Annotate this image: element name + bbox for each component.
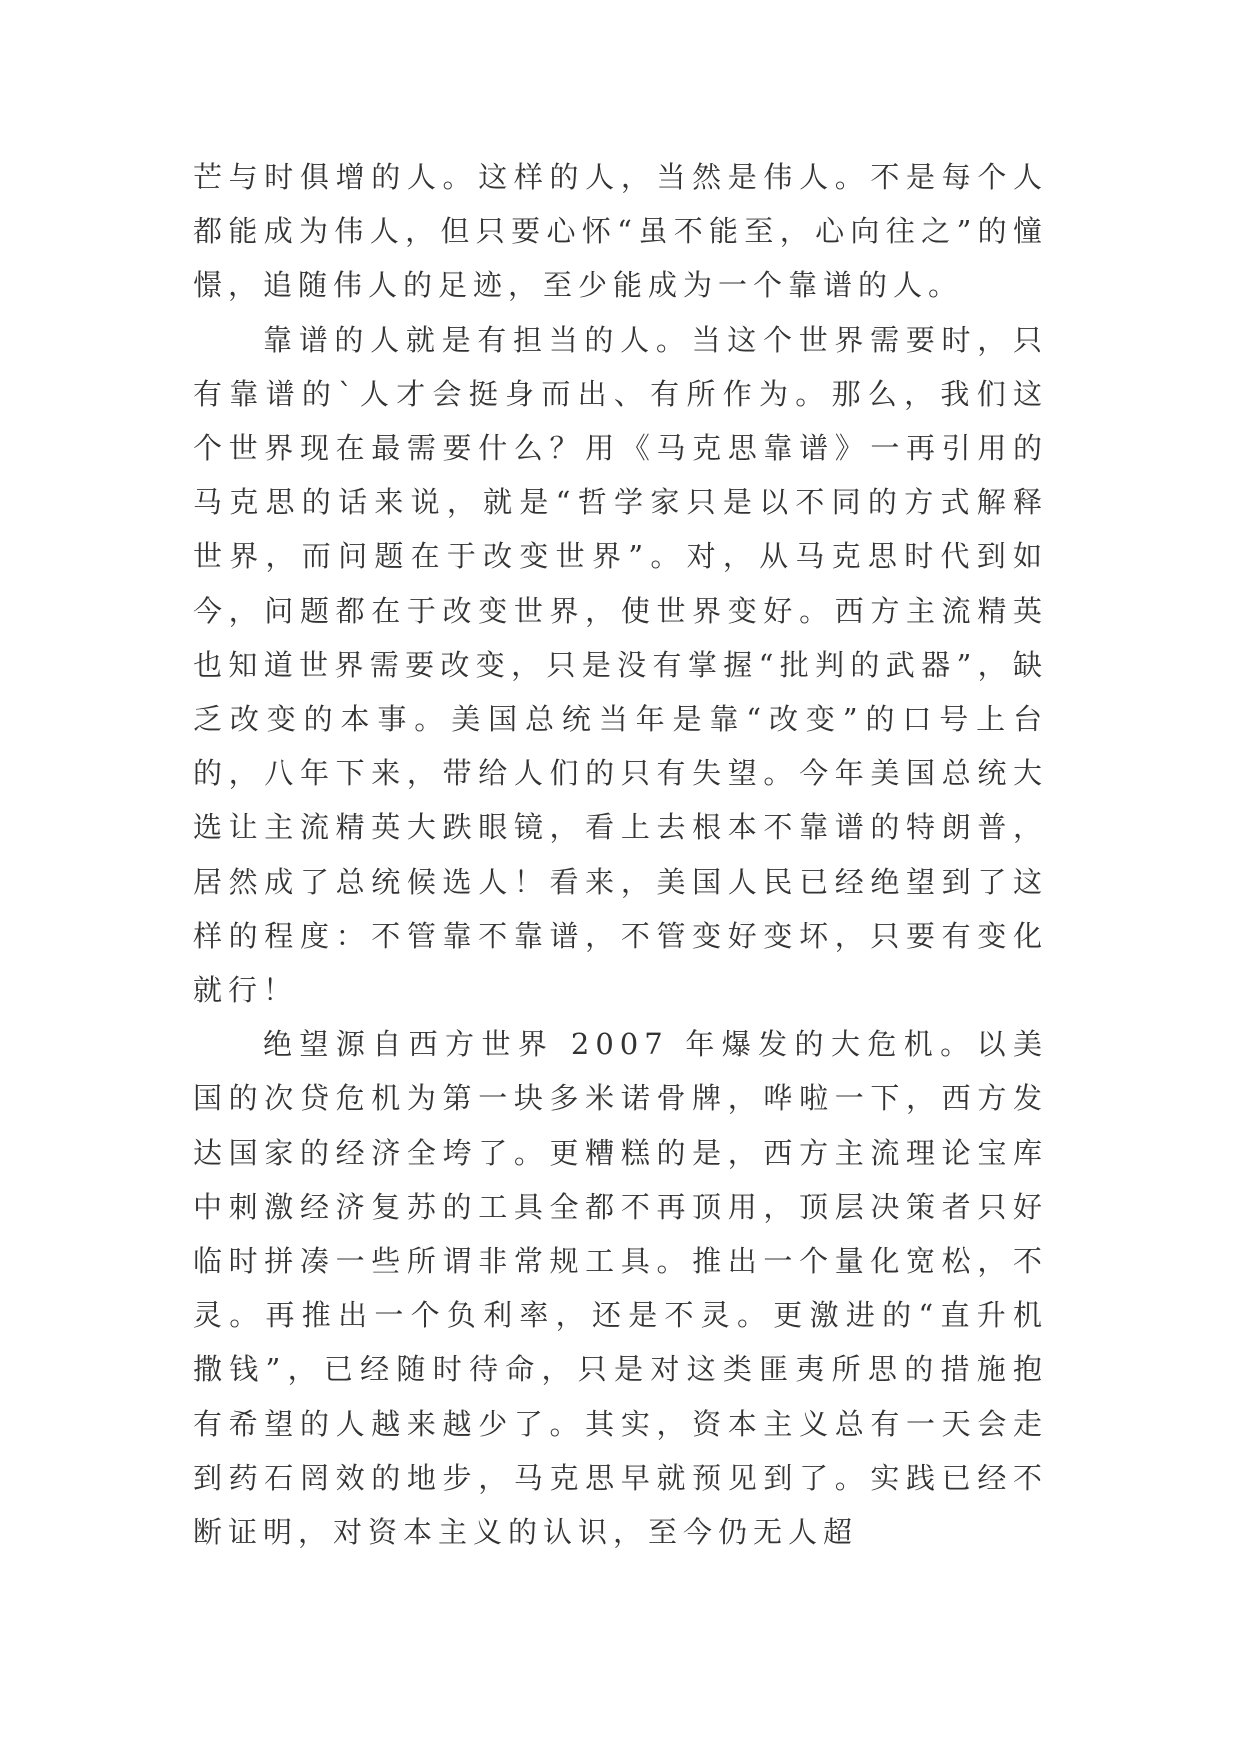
paragraph-2: 靠谱的人就是有担当的人。当这个世界需要时，只有靠谱的`人才会挺身而出、有所作为。那么，我们这个世界现在最需要什么？用《马克思靠谱》一再引用的马克思的话来说，就是“哲学家只是以不同的方式解释世界，而问题在于改变世界”。对，从马克思时代到如今，问题都在于改变世界，使世界变好。西方主流精英也知道世界需要改变，只是没有掌握“批判的武器”，缺乏改变的本事。美国总统当年是靠“改变”的口号上台的，八年下来，带给人们的只有失望。今年美国总统大选让主流精英大跌眼镜，看上去根本不靠谱的特朗普，居然成了总统候选人！看来，美国人民已经绝望到了这样的程度：不管靠不靠谱，不管变好变坏，只要有变化就行！ — [193, 322, 1048, 1008]
paragraph-3: 绝望源自西方世界 2007 年爆发的大危机。以美国的次贷危机为第一块多米诺骨牌，哗啦一下，西方发达国家的经济全垮了。更糟糕的是，西方主流理论宝库中刺激经济复苏的工具全都不再顶用，顶层决策者只好临时拼凑一些所谓非常规工具。推出一个量化宽松，不灵。再推出一个负利率，还是不灵。更激进的“直升机撒钱”，已经随时待命，只是对这类匪夷所思的措施抱有希望的人越来越少了。其实，资本主义总有一天会走到药石罔效的地步，马克思早就预见到了。实践已经不断证明，对资本主义的认识，至今仍无人超 — [193, 1027, 1048, 1550]
paragraph-1: 芒与时俱增的人。这样的人，当然是伟人。不是每个人都能成为伟人，但只要心怀“虽不能至，心向往之”的憧憬，追随伟人的足迹，至少能成为一个靠谱的人。 — [193, 160, 1048, 303]
body-text — [193, 150, 1048, 1559]
